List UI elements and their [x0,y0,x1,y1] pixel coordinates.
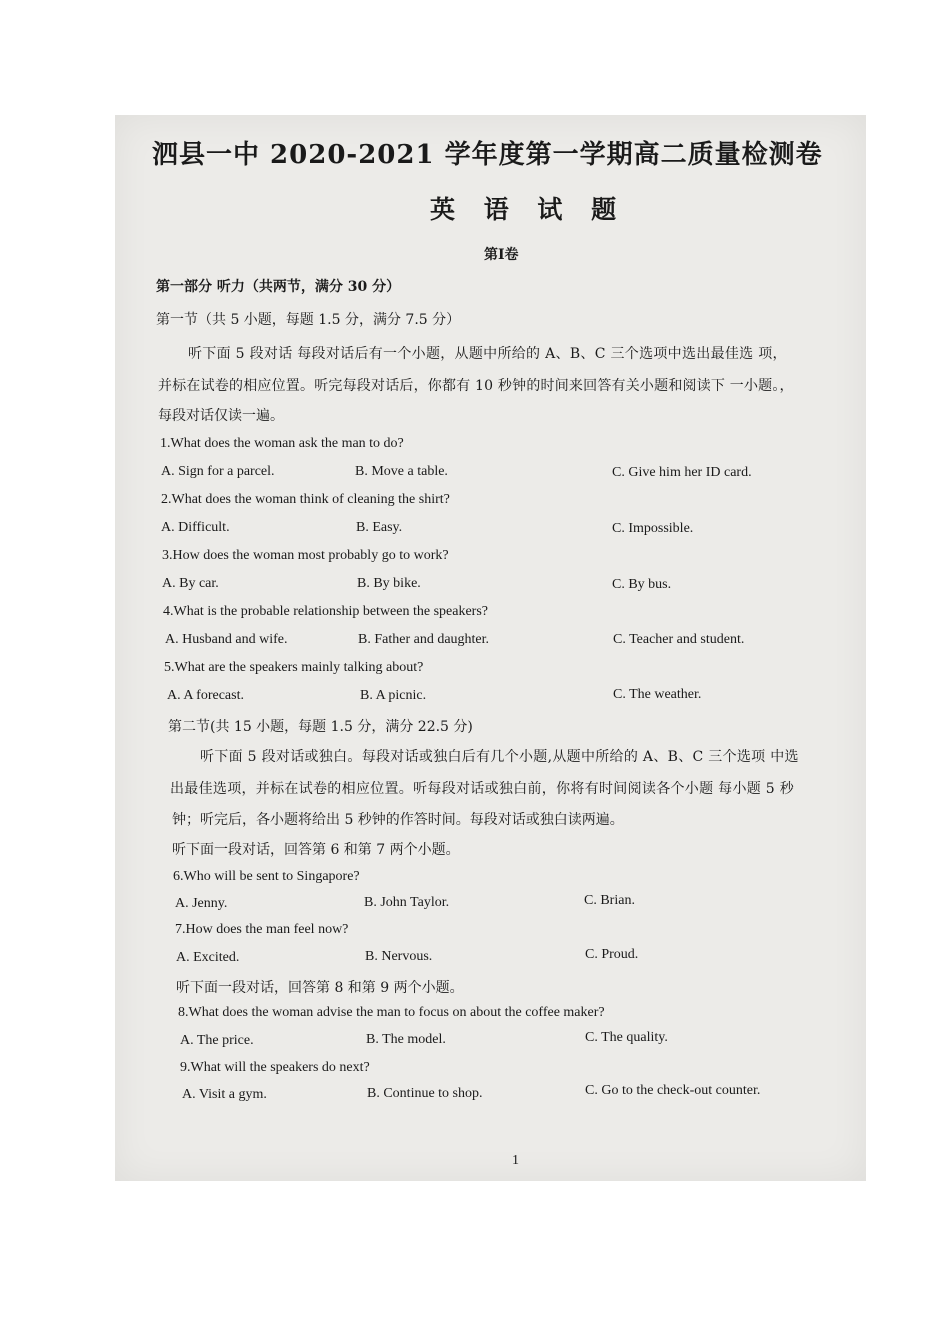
exam-page [115,115,866,1181]
option-b: B. A picnic. [360,688,427,703]
option-c: C. Give him her ID card. [612,465,752,480]
option-c: C. Impossible. [612,521,694,536]
option-b: B. Move a table. [355,464,448,479]
option-c: C. The weather. [613,687,702,702]
page-number: 1 [512,1153,519,1168]
option-a: A. The price. [180,1033,254,1048]
option-c: C. The quality. [585,1030,668,1045]
option-a: A. A forecast. [167,688,244,703]
section2-instruction-line: 听下面 5 段对话或独白。每段对话或独白后有几个小题,从题中所给的 A、B、C 三个选项 中选 [200,749,799,765]
option-b: B. By bike. [357,576,421,591]
option-b: B. Father and daughter. [358,632,490,647]
dialogue-intro: 听下面一段对话，回答第 8 和第 9 两个小题。 [176,980,464,996]
option-b: B. Easy. [356,520,403,535]
option-a: A. Visit a gym. [182,1087,267,1102]
question-1: 1.What does the woman ask the man to do? [160,436,404,451]
section1-heading: 第一节（共 5 小题，每题 1.5 分，满分 7.5 分） [156,312,461,328]
question-8: 8.What does the woman advise the man to focus on about the coffee maker? [178,1005,605,1020]
volume-label: 第Ⅰ卷 [484,247,519,263]
option-b: B. The model. [366,1032,446,1047]
option-b: B. John Taylor. [364,895,450,910]
question-2: 2.What does the woman think of cleaning the shirt? [161,492,450,507]
section1-instruction-line: 并标在试卷的相应位置。听完每段对话后，你都有 10 秒钟的时间来回答有关小题和阅读下 一小题。， [158,378,794,394]
section2-instruction-line: 出最佳选项，并标在试卷的相应位置。听每段对话或独白前，你将有时间阅读各个小题 每小题 5 秒 [170,781,795,797]
question-9: 9.What will the speakers do next? [180,1060,370,1075]
question-3: 3.How does the woman most probably go to work? [162,548,449,563]
option-b: B. Continue to shop. [367,1086,483,1101]
option-c: C. By bus. [612,577,672,592]
dialogue-intro: 听下面一段对话，回答第 6 和第 7 两个小题。 [172,842,460,858]
option-a: A. By car. [162,576,219,591]
option-b: B. Nervous. [365,949,433,964]
part1-heading: 第一部分 听力（共两节，满分 30 分） [156,279,401,295]
option-c: C. Proud. [585,947,639,962]
option-a: A. Husband and wife. [165,632,288,647]
question-4: 4.What is the probable relationship between the speakers? [163,604,488,619]
option-a: A. Sign for a parcel. [161,464,275,479]
section1-instruction-line: 听下面 5 段对话 每段对话后有一个小题，从题中所给的 A、B、C 三个选项中选出最佳选 项， [188,346,787,362]
section2-instruction-line: 钟；听完后，各小题将给出 5 秒钟的作答时间。每段对话或独白读两遍。 [172,812,624,828]
option-c: C. Brian. [584,893,635,908]
option-c: C. Teacher and student. [613,632,745,647]
exam-subtitle: 英 语 试 题 [430,195,627,224]
section1-instruction-line: 每段对话仅读一遍。 [158,408,284,424]
question-7: 7.How does the man feel now? [175,922,349,937]
question-5: 5.What are the speakers mainly talking about? [164,660,424,675]
question-6: 6.Who will be sent to Singapore? [173,869,360,884]
option-c: C. Go to the check-out counter. [585,1083,761,1098]
option-a: A. Jenny. [175,896,228,911]
exam-title: 泗县一中 2020-2021 学年度第一学期高二质量检测卷 [152,140,823,170]
option-a: A. Excited. [176,950,240,965]
section2-heading: 第二节(共 15 小题，每题 1.5 分，满分 22.5 分) [168,719,473,735]
option-a: A. Difficult. [161,520,230,535]
